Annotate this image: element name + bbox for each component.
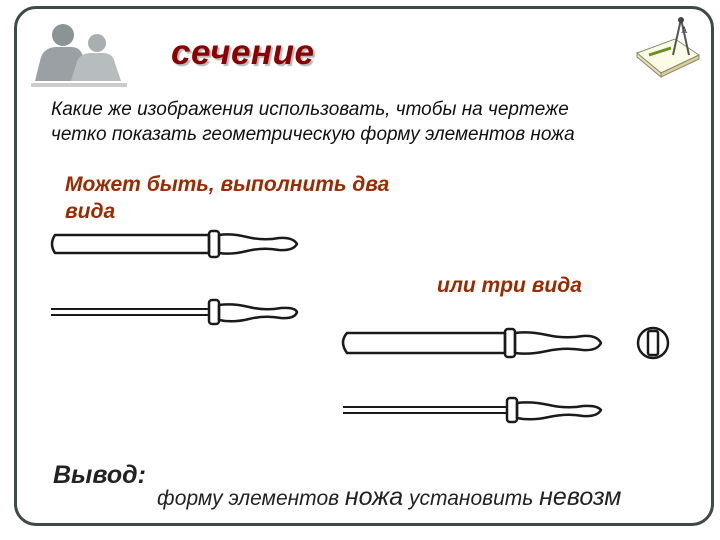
conclusion-label: Вывод: bbox=[53, 461, 146, 489]
knife-top-view-1 bbox=[51, 300, 297, 324]
question-text: Какие же изображения использовать, чтобы на чертеже четко показать геометрическую форму элементов ножа bbox=[51, 99, 575, 145]
two-views-answer: Может быть, выполнить два вида bbox=[65, 173, 390, 223]
conclusion-part3: установить bbox=[403, 487, 540, 510]
conclusion-part4: невозм bbox=[539, 483, 622, 511]
knife-front-view-1 bbox=[52, 231, 297, 257]
conclusion-part1: форму элементов bbox=[157, 487, 345, 510]
slide-frame bbox=[14, 6, 714, 526]
conclusion-part2: ножа bbox=[344, 483, 404, 511]
three-views-answer: или три вида bbox=[437, 274, 582, 297]
svg-text:A: A bbox=[681, 25, 688, 35]
slide-title: сечение bbox=[171, 33, 315, 72]
knife-top-view-2 bbox=[343, 398, 601, 422]
knife-drawing bbox=[17, 9, 714, 526]
knife-side-view bbox=[638, 328, 668, 358]
conclusion-text bbox=[157, 483, 621, 512]
knife-front-view-2 bbox=[343, 329, 601, 357]
